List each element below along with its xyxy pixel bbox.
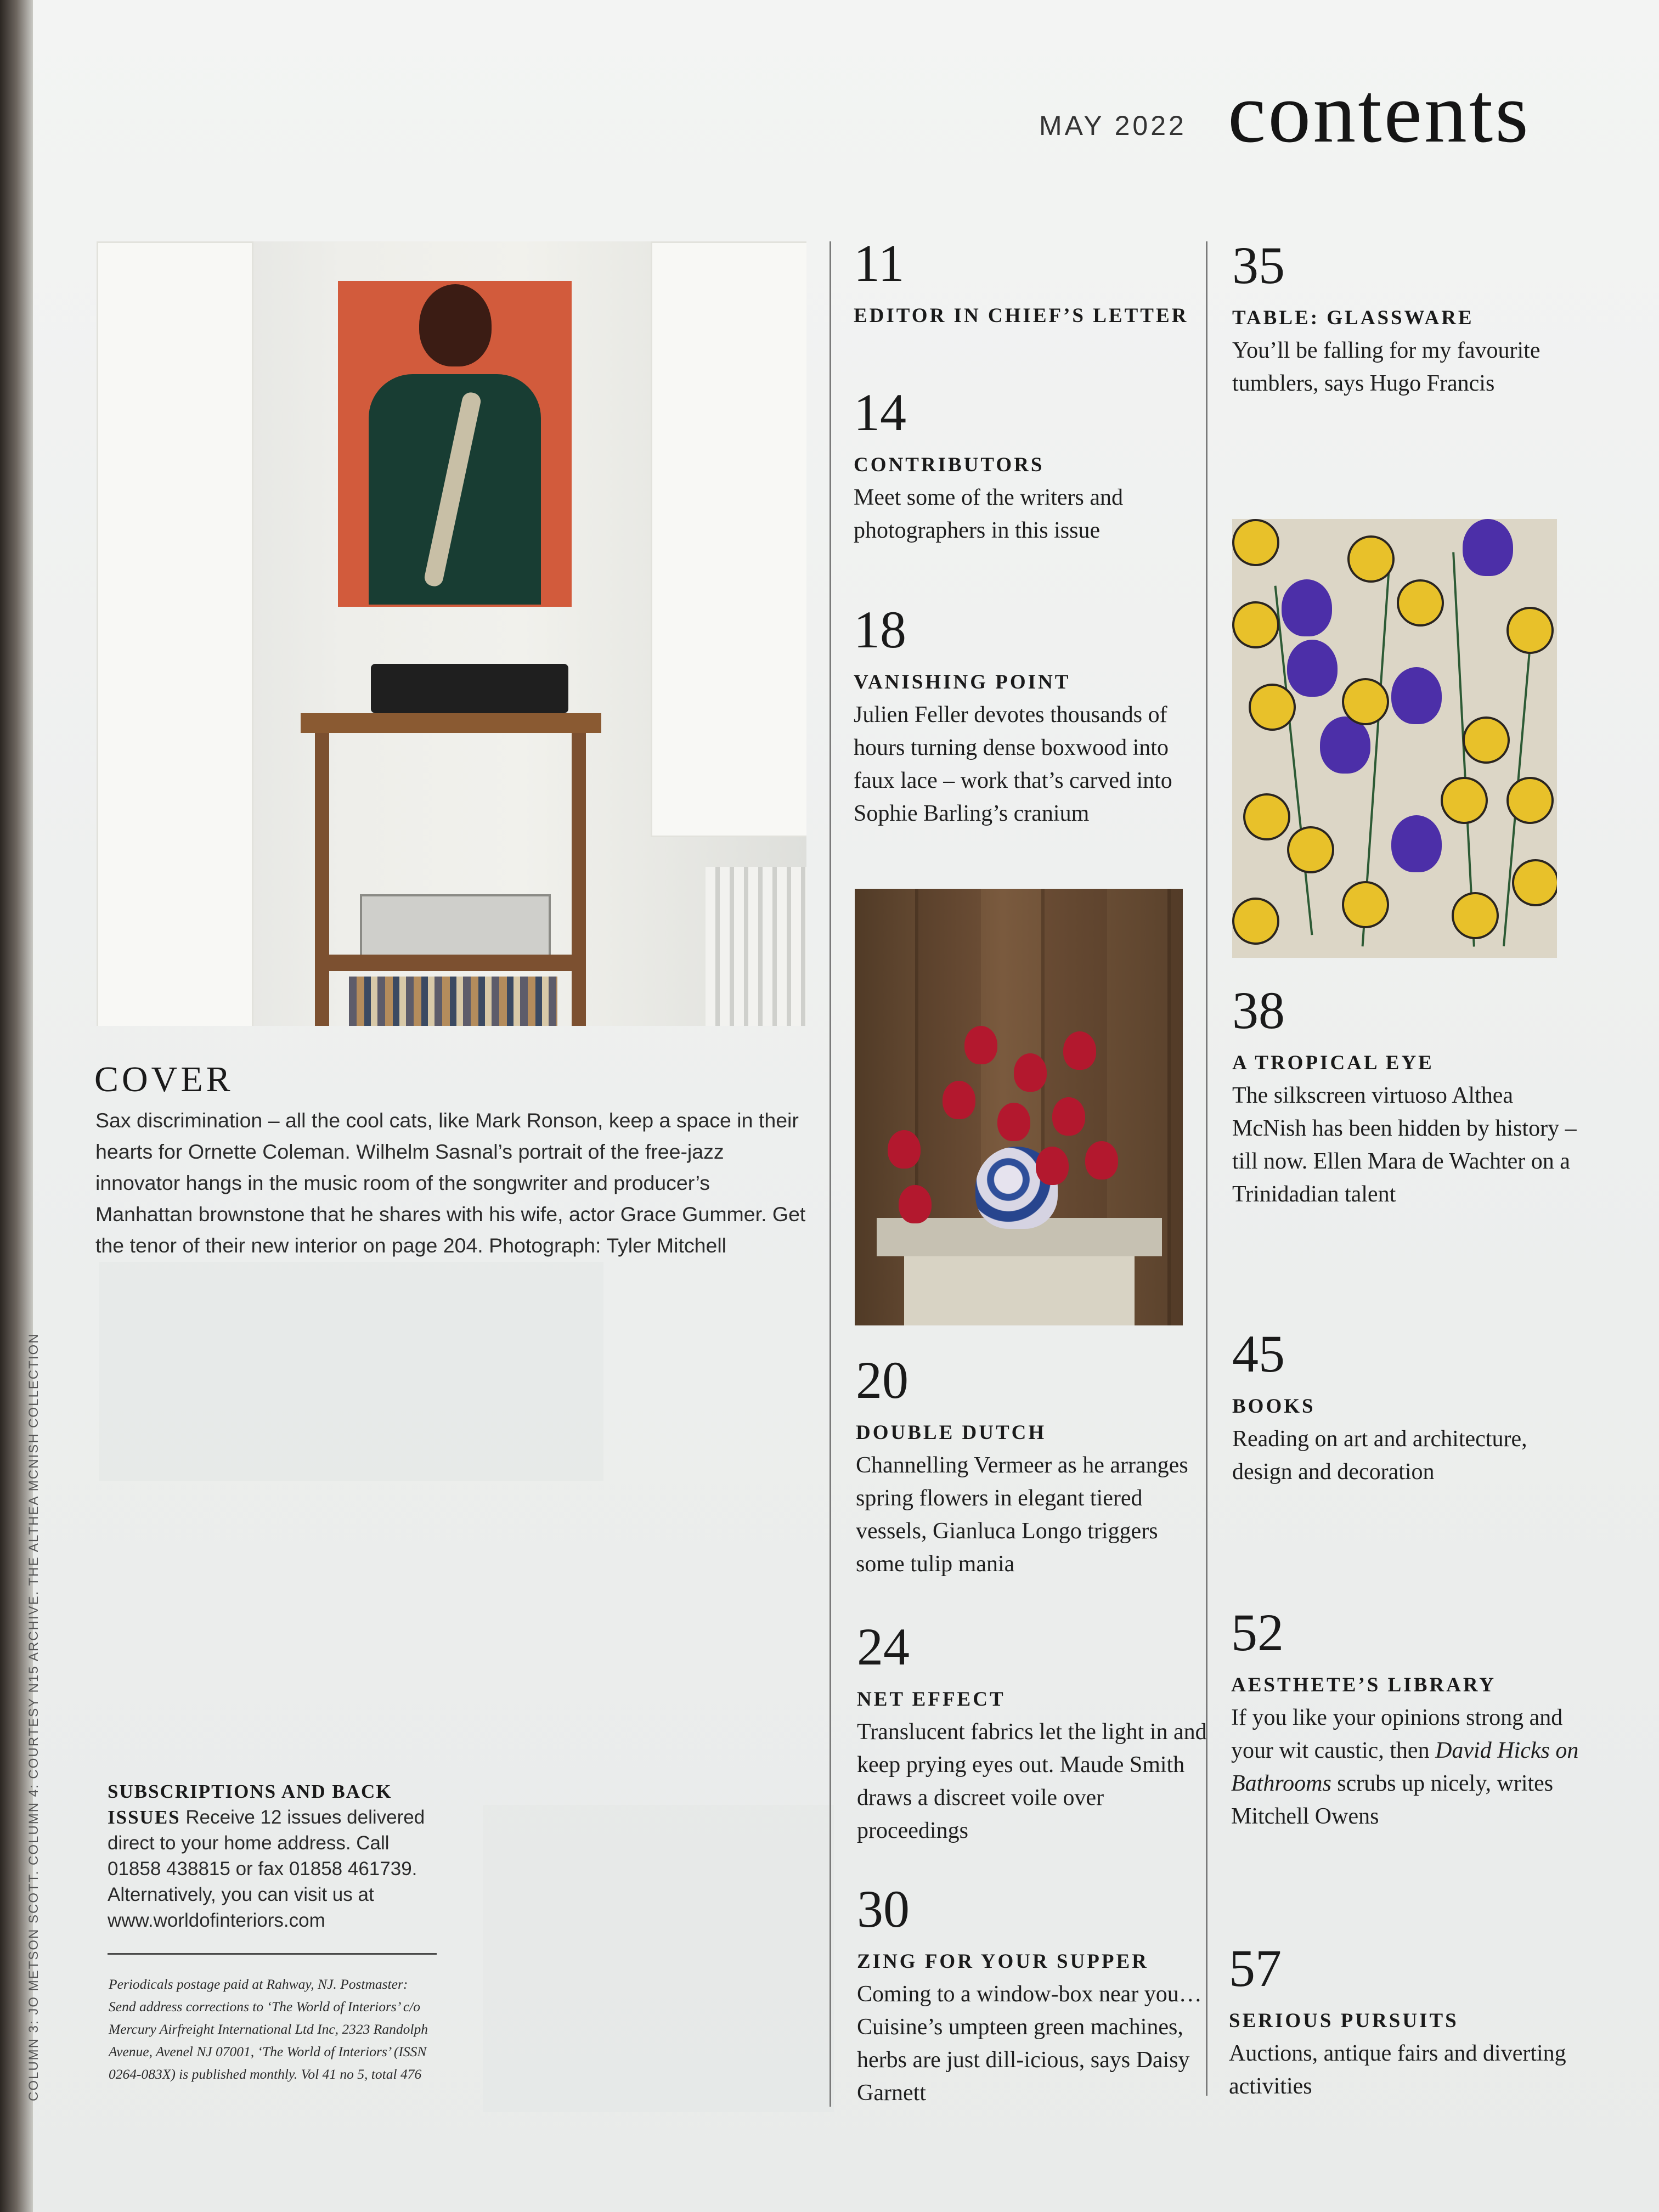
- entry-description-text: If you like your opinions strong and your wit caustic, then: [1231, 1705, 1563, 1763]
- entry-description: Julien Feller devotes thousands of hours turning dense boxwood into faux lace – work that’s carved into Sophie Barling’s cranium: [854, 702, 1172, 826]
- radiator: [706, 867, 806, 1026]
- entry-section: DOUBLE DUTCH: [856, 1421, 1047, 1444]
- entry-section: SERIOUS PURSUITS: [1229, 2010, 1459, 2032]
- purple-tulip: [1282, 579, 1332, 636]
- issue-date: MAY 2022: [1039, 110, 1187, 141]
- entry-section: CONTRIBUTORS: [854, 454, 1045, 476]
- red-tulip: [943, 1081, 975, 1119]
- photo-credit: COLUMN 3: JO METSON SCOTT. COLUMN 4: COURTESY N15 ARCHIVE. THE ALTHEA MCNISH COLLECTION: [26, 1333, 41, 2101]
- book-title: David Hicks on Bathrooms: [1231, 1738, 1579, 1796]
- entry-page-number: 24: [857, 1617, 910, 1676]
- contents-entry[interactable]: [857, 1880, 1208, 2109]
- contents-entry[interactable]: [854, 600, 1205, 830]
- yellow-tulip: [1506, 777, 1554, 824]
- entry-description-text: scrubs up nicely, writes Mitchell Owens: [1231, 1771, 1554, 1829]
- entry-page-number: 20: [856, 1351, 909, 1409]
- contents-entry[interactable]: [854, 383, 1205, 547]
- contents-entry[interactable]: [854, 234, 1205, 328]
- yellow-tulip: [1441, 777, 1488, 824]
- subscriptions-rule: [108, 1953, 437, 1955]
- record-collection: [349, 977, 557, 1026]
- entry-description: Auctions, antique fairs and diverting activities: [1229, 2041, 1566, 2099]
- entry-section: ZING FOR YOUR SUPPER: [857, 1950, 1149, 1973]
- yellow-tulip: [1287, 826, 1334, 873]
- postal-notice: Periodicals postage paid at Rahway, NJ. Postmaster: Send address corrections to ‘The World of Interiors’ c/o Mercury Airfreight International Ltd Inc, 2323 Randolph Avenue, Avenel NJ 07001, ‘The World of Interiors’ (ISSN 0264-083X) is published monthly. Vol 41 no 5, total 476: [109, 1976, 428, 2082]
- tulip-painting-artwork: [1232, 519, 1557, 958]
- yellow-tulip: [1506, 607, 1554, 654]
- contents-entry[interactable]: [857, 1617, 1208, 1847]
- yellow-tulip: [1232, 898, 1279, 945]
- side-table-top: [301, 713, 601, 733]
- red-tulip: [1014, 1053, 1047, 1092]
- entry-page-number: 52: [1231, 1603, 1284, 1662]
- yellow-tulip: [1249, 684, 1296, 731]
- yellow-tulip: [1232, 601, 1279, 648]
- entry-section: VANISHING POINT: [854, 671, 1071, 693]
- cover-heading: COVER: [94, 1059, 234, 1099]
- entry-page-number: 30: [857, 1880, 910, 1938]
- contents-entry[interactable]: [1232, 1324, 1583, 1488]
- side-table-shelf: [327, 955, 574, 971]
- red-tulip: [888, 1130, 921, 1169]
- show-through-block: [483, 1805, 834, 2112]
- cover-photograph: [97, 241, 806, 1026]
- valve-amplifier: [360, 894, 551, 959]
- red-tulip: [1036, 1147, 1069, 1185]
- entry-page-number: 45: [1232, 1324, 1285, 1383]
- yellow-tulip: [1342, 881, 1389, 928]
- tulip-arrangement-photograph: [855, 889, 1183, 1325]
- page-title: contents: [1228, 65, 1531, 160]
- entry-section: AESTHETE’S LIBRARY: [1231, 1674, 1496, 1696]
- red-tulip: [899, 1185, 932, 1223]
- yellow-tulip: [1512, 859, 1557, 906]
- purple-tulip: [1463, 519, 1513, 576]
- entry-section: TABLE: GLASSWARE: [1232, 307, 1474, 329]
- entry-description: Translucent fabrics let the light in and keep prying eyes out. Maude Smith draws a discreet voile over proceedings: [857, 1719, 1207, 1843]
- subscriptions-text: Receive 12 issues delivered direct to your home address. Call 01858 438815 or fax 01858 461739. Alternatively, you can visit us at www.worldofinteriors.com: [108, 1807, 425, 1931]
- table-leg: [315, 733, 329, 1026]
- entry-description: The silkscreen virtuoso Althea McNish has been hidden by history – till now. Ellen Mara de Wachter on a Trinidadian talent: [1232, 1083, 1577, 1207]
- entry-description: Channelling Vermeer as he arranges spring flowers in elegant tiered vessels, Gianluca Longo triggers some tulip mania: [856, 1453, 1188, 1577]
- red-tulip: [1052, 1097, 1085, 1136]
- subscriptions-heading: SUBSCRIPTIONS AND BACK ISSUES: [108, 1781, 392, 1828]
- entry-page-number: 14: [854, 383, 906, 442]
- contents-entry[interactable]: [1229, 1939, 1580, 2103]
- table-leg: [572, 733, 586, 1026]
- column-divider: [830, 241, 831, 2107]
- entry-description: Coming to a window-box near you… Cuisine’s umpteen green machines, herbs are just dill-icious, says Daisy Garnett: [857, 1982, 1202, 2106]
- red-tulip: [964, 1026, 997, 1064]
- stem: [1274, 586, 1313, 935]
- turntable: [371, 664, 568, 713]
- yellow-tulip: [1397, 579, 1444, 627]
- window-shutter: [97, 241, 253, 1026]
- contents-entry[interactable]: [1232, 981, 1583, 1211]
- subscriptions-block: [108, 1779, 437, 1933]
- stone-pedestal: [904, 1256, 1135, 1325]
- yellow-tulip: [1463, 716, 1510, 764]
- red-tulip: [1063, 1031, 1096, 1070]
- entry-description: [1231, 1701, 1582, 1833]
- purple-tulip: [1287, 640, 1338, 697]
- window-shutter: [651, 241, 806, 837]
- entry-page-number: 35: [1232, 236, 1285, 295]
- yellow-tulip: [1452, 892, 1499, 939]
- entry-description: You’ll be falling for my favourite tumblers, says Hugo Francis: [1232, 338, 1541, 396]
- contents-entry[interactable]: [1232, 236, 1583, 400]
- purple-tulip: [1391, 667, 1442, 724]
- red-tulip: [1085, 1141, 1118, 1180]
- saxophonist-portrait-painting: [338, 281, 572, 607]
- entry-page-number: 18: [854, 600, 906, 659]
- cover-caption: Sax discrimination – all the cool cats, like Mark Ronson, keep a space in their hearts for Ornette Coleman. Wilhelm Sasnal’s portrait of the free-jazz innovator hangs in the music room of the songwriter and producer’s Manhattan brownstone that he shares with his wife, actor Grace Gummer. Get the tenor of their new interior on page 204. Photograph: Tyler Mitchell: [95, 1109, 806, 1257]
- painting-head: [419, 284, 492, 366]
- entry-section: A TROPICAL EYE: [1232, 1052, 1434, 1074]
- entry-page-number: 38: [1232, 981, 1285, 1040]
- yellow-tulip: [1232, 519, 1279, 566]
- entry-section: NET EFFECT: [857, 1688, 1006, 1711]
- yellow-tulip: [1243, 793, 1290, 840]
- entry-page-number: 11: [854, 234, 905, 292]
- yellow-tulip: [1347, 535, 1395, 583]
- entry-description: Meet some of the writers and photographers in this issue: [854, 485, 1124, 543]
- entry-section: BOOKS: [1232, 1395, 1316, 1418]
- entry-page-number: 57: [1229, 1939, 1282, 1997]
- purple-tulip: [1391, 815, 1442, 872]
- show-through-block: [99, 1262, 603, 1481]
- entry-description: Reading on art and architecture, design and decoration: [1232, 1426, 1527, 1485]
- yellow-tulip: [1342, 678, 1389, 725]
- contents-entry[interactable]: [1231, 1603, 1582, 1833]
- entry-section: EDITOR IN CHIEF’S LETTER: [854, 304, 1189, 327]
- red-tulip: [997, 1103, 1030, 1141]
- contents-entry[interactable]: [856, 1351, 1207, 1581]
